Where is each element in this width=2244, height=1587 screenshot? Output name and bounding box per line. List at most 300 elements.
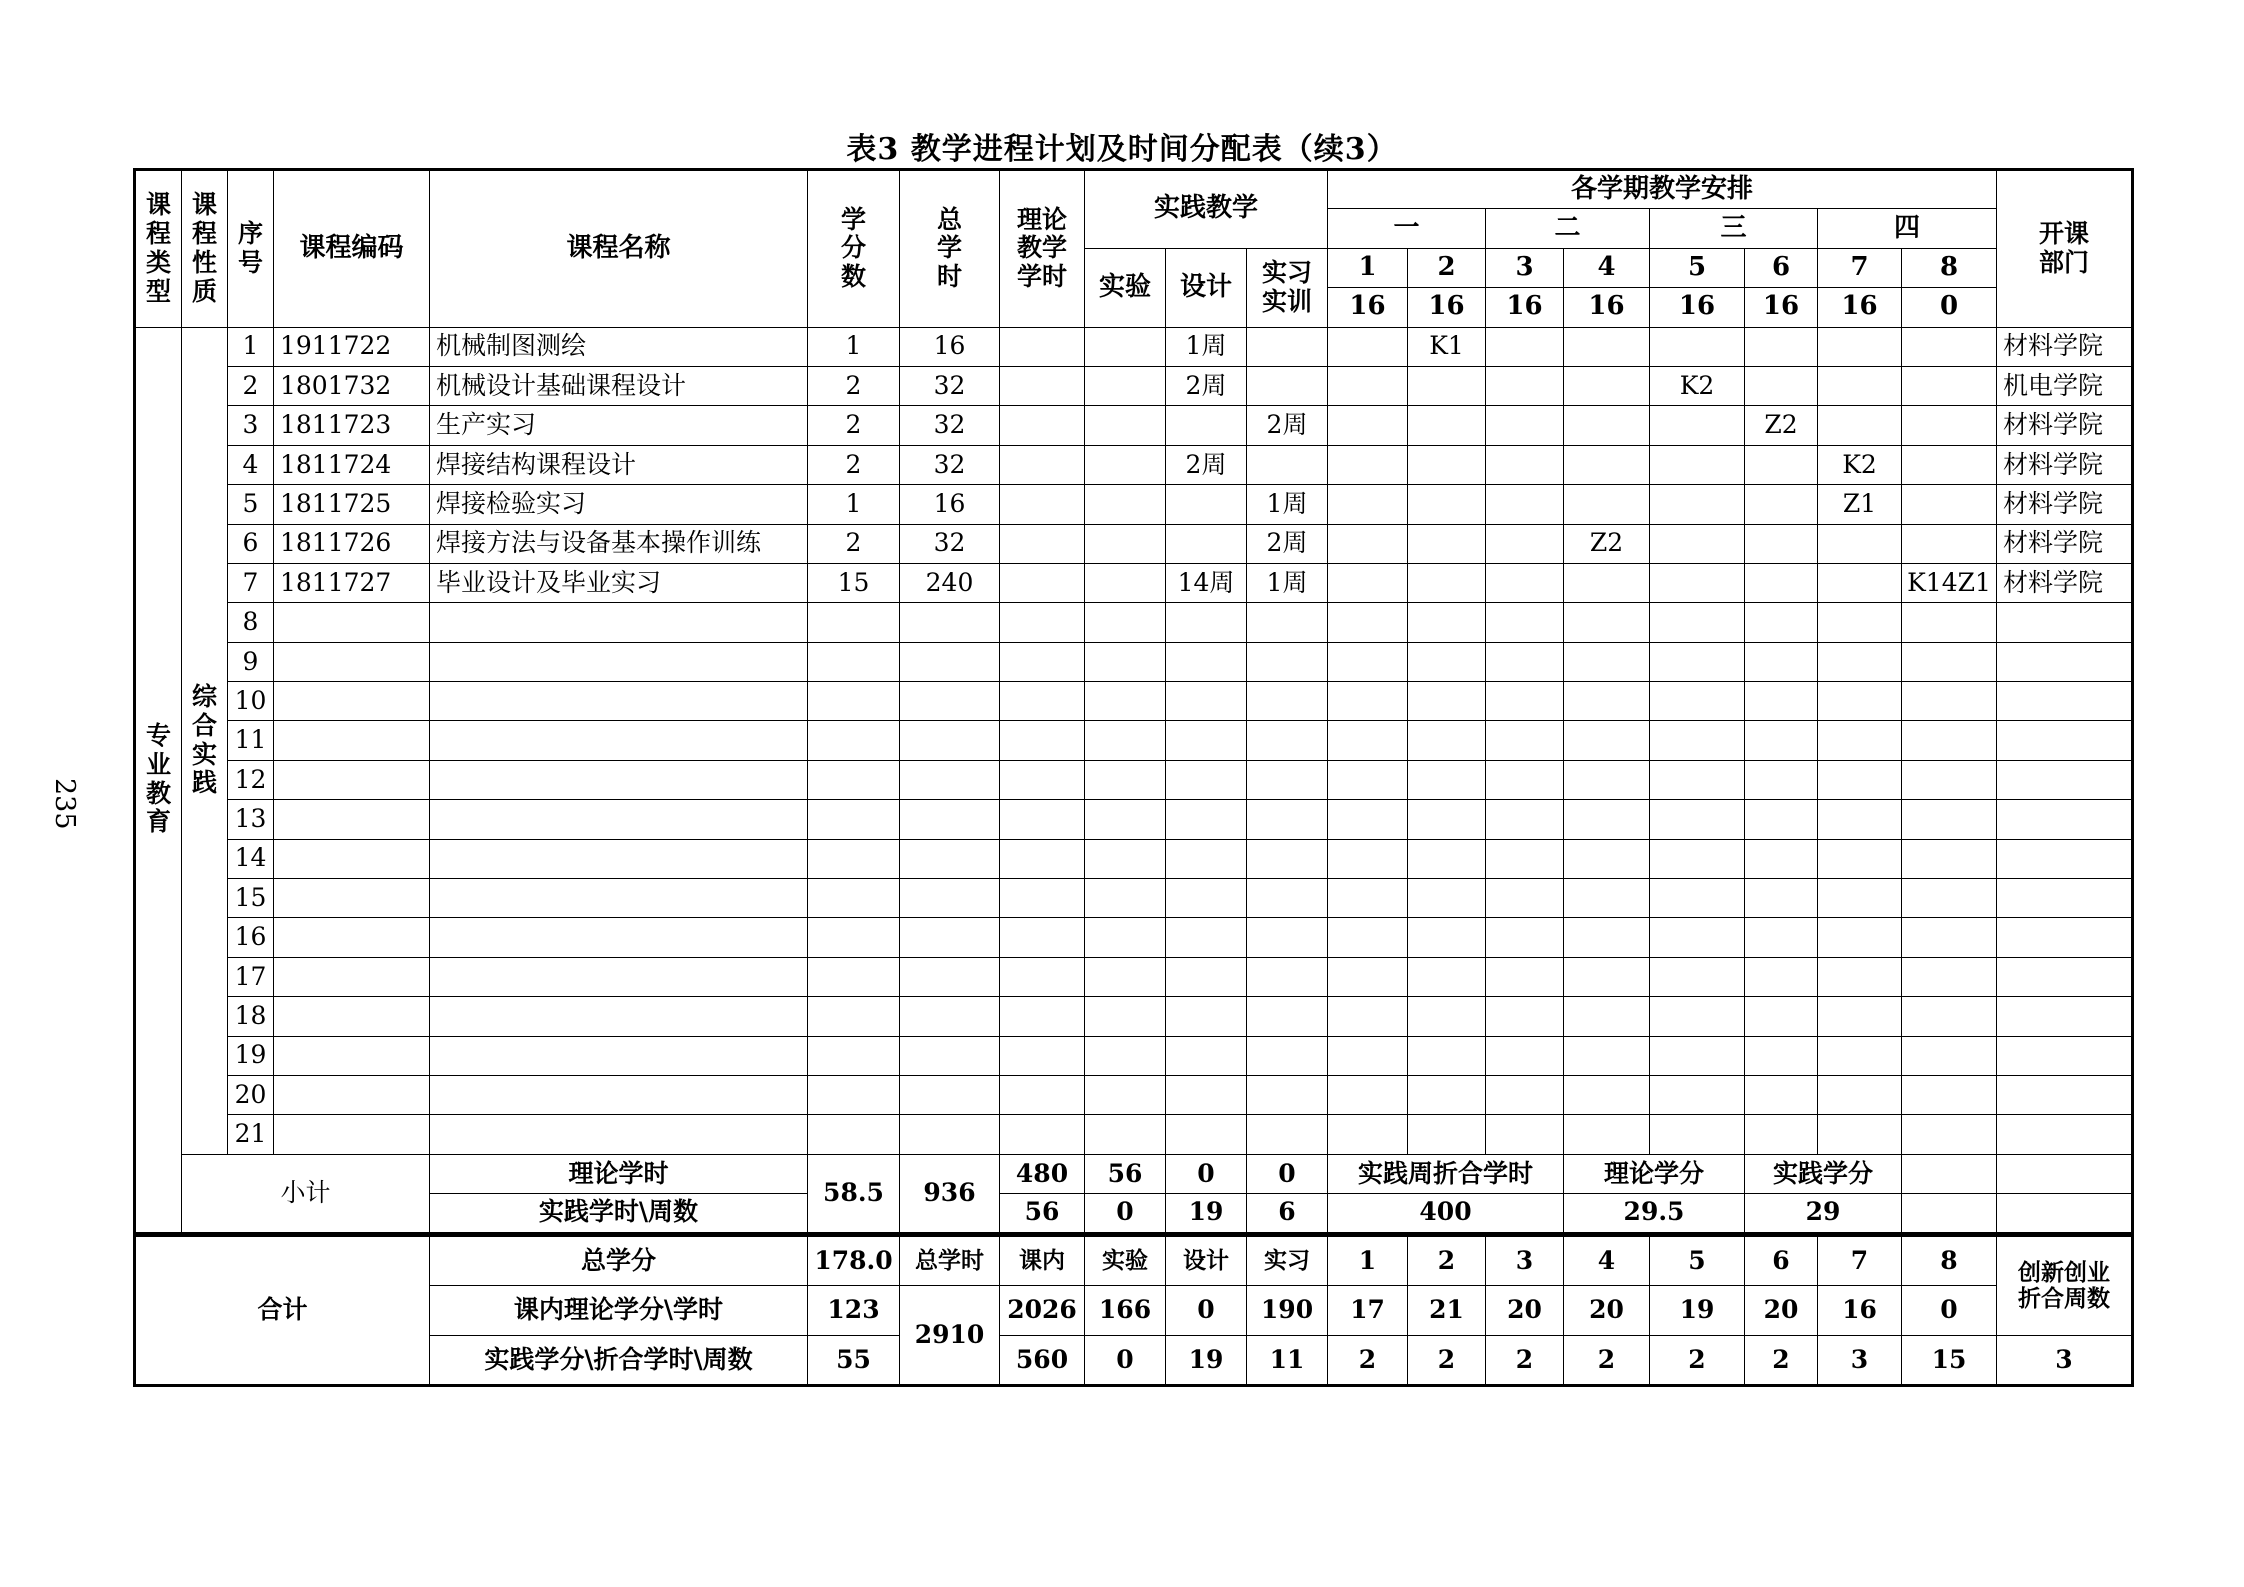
internship-header: 实习实训 [1247, 248, 1328, 327]
subtotal-theory-value: 480 [1000, 1154, 1085, 1193]
course-credits [808, 800, 900, 839]
semester-cell [1818, 1075, 1902, 1114]
semester-cell [1564, 918, 1650, 957]
semester-cell [1328, 997, 1408, 1036]
experiment-cell [1085, 918, 1166, 957]
semester-cell [1328, 603, 1408, 642]
subtotal-practice-label: 实践学时\周数 [430, 1194, 808, 1233]
course-code [274, 603, 430, 642]
design-cell [1166, 721, 1247, 760]
semester-cell [1902, 957, 1997, 996]
department-cell: 机电学院 [1997, 366, 2133, 405]
experiment-header: 实验 [1085, 248, 1166, 327]
semester-cell [1408, 406, 1486, 445]
course-hours [900, 997, 1000, 1036]
semester-cell [1564, 327, 1650, 366]
course-name [430, 721, 808, 760]
table-row [135, 603, 2133, 642]
semester-cell: Z2 [1564, 524, 1650, 563]
subtotal-label: 小计 [182, 1154, 430, 1233]
course-code [274, 721, 430, 760]
semester-cell: Z1 [1818, 485, 1902, 524]
course-credits: 1 [808, 327, 900, 366]
semester-cell [1818, 800, 1902, 839]
course-code [274, 1075, 430, 1114]
subtotal-theory-label: 理论学时 [430, 1154, 808, 1193]
semester-cell [1818, 879, 1902, 918]
seq-cell: 16 [228, 918, 274, 957]
experiment-cell [1085, 682, 1166, 721]
design-cell [1166, 682, 1247, 721]
course-hours [900, 760, 1000, 799]
course-hours: 32 [900, 366, 1000, 405]
semester-cell [1564, 957, 1650, 996]
course-name [430, 642, 808, 681]
course-hours: 32 [900, 406, 1000, 445]
design-cell [1166, 760, 1247, 799]
course-hours: 240 [900, 563, 1000, 602]
semester-cell [1408, 839, 1486, 878]
semester-weeks: 16 [1486, 288, 1564, 327]
internship-practice: 11 [1247, 1336, 1328, 1386]
semester-cell [1650, 1036, 1745, 1075]
course-code [274, 800, 430, 839]
internship-cell [1247, 366, 1328, 405]
semester-cell [1486, 406, 1564, 445]
semester-cell [1650, 918, 1745, 957]
course-credits: 15 [808, 563, 900, 602]
semester-value: 20 [1564, 1286, 1650, 1336]
semester-cell [1564, 1115, 1650, 1154]
semester-cell [1328, 957, 1408, 996]
design-cell [1166, 1075, 1247, 1114]
total-credits-label: 总学分 [430, 1236, 808, 1286]
department-cell: 材料学院 [1997, 327, 2133, 366]
year-1-header: 一 [1328, 209, 1486, 248]
semester-cell [1902, 800, 1997, 839]
theory-hours [1000, 1075, 1085, 1114]
course-credits [808, 879, 900, 918]
semester-cell [1328, 800, 1408, 839]
semester-cell [1486, 721, 1564, 760]
internship-cell [1247, 1075, 1328, 1114]
experiment-cell [1085, 327, 1166, 366]
semester-cell [1650, 1075, 1745, 1114]
semester-practice: 2 [1486, 1336, 1564, 1386]
course-code [274, 997, 430, 1036]
design-cell [1166, 879, 1247, 918]
semester-cell [1408, 682, 1486, 721]
experiment-cell [1085, 406, 1166, 445]
table-row [135, 524, 2133, 563]
design-cell: 2周 [1166, 366, 1247, 405]
internship-cell [1247, 957, 1328, 996]
semester-cell [1408, 879, 1486, 918]
experiment-cell [1085, 563, 1166, 602]
semester-cell [1902, 839, 1997, 878]
semester-value: 19 [1650, 1286, 1745, 1336]
semester-label: 2 [1408, 1236, 1486, 1286]
semester-cell [1818, 682, 1902, 721]
table-row [135, 918, 2133, 957]
internship-cell: 1周 [1247, 485, 1328, 524]
semester-cell [1328, 1115, 1408, 1154]
subtotal-credits: 58.5 [808, 1154, 900, 1233]
table-row [135, 1036, 2133, 1075]
theory-hours [1000, 918, 1085, 957]
semester-cell [1328, 879, 1408, 918]
semester-cell [1486, 1075, 1564, 1114]
semester-value: 21 [1408, 1286, 1486, 1336]
experiment-cell [1085, 839, 1166, 878]
semester-value: 17 [1328, 1286, 1408, 1336]
experiment-cell [1085, 485, 1166, 524]
total-label: 合计 [135, 1236, 430, 1386]
design-cell: 2周 [1166, 445, 1247, 484]
internship-cell [1247, 445, 1328, 484]
department-cell [1997, 760, 2133, 799]
course-name: 机械制图测绘 [430, 327, 808, 366]
department-cell [1997, 1036, 2133, 1075]
semester-cell [1818, 642, 1902, 681]
practice-credits-label: 实践学分\折合学时\周数 [430, 1336, 808, 1386]
semester-cell [1818, 1036, 1902, 1075]
semester-cell [1650, 839, 1745, 878]
course-code [274, 1115, 430, 1154]
internship-cell [1247, 1036, 1328, 1075]
semester-weeks: 16 [1650, 288, 1745, 327]
experiment-cell [1085, 1115, 1166, 1154]
department-header: 开课部门 [1997, 170, 2133, 328]
semester-cell [1328, 642, 1408, 681]
semester-cell [1486, 957, 1564, 996]
course-name [430, 1075, 808, 1114]
seq-header: 序号 [228, 170, 274, 328]
semester-cell [1486, 839, 1564, 878]
course-hours [900, 879, 1000, 918]
in-class-label: 课内 [1000, 1236, 1085, 1286]
semester-cell [1408, 524, 1486, 563]
subtotal-practice-value: 19 [1166, 1194, 1247, 1233]
department-cell: 材料学院 [1997, 485, 2133, 524]
semester-cell [1745, 366, 1818, 405]
semester-header: 4 [1564, 248, 1650, 287]
semester-cell [1486, 760, 1564, 799]
course-name [430, 997, 808, 1036]
semester-label: 1 [1328, 1236, 1408, 1286]
semester-cell [1486, 603, 1564, 642]
table-row [135, 721, 2133, 760]
semester-cell [1328, 918, 1408, 957]
semester-cell [1328, 1036, 1408, 1075]
course-hours [900, 839, 1000, 878]
seq-cell: 14 [228, 839, 274, 878]
semester-cell [1650, 957, 1745, 996]
design-cell [1166, 957, 1247, 996]
theory-hours [1000, 760, 1085, 799]
semester-cell [1650, 721, 1745, 760]
semester-cell [1408, 642, 1486, 681]
semester-label: 6 [1745, 1236, 1818, 1286]
semester-cell: K1 [1408, 327, 1486, 366]
experiment-cell [1085, 1075, 1166, 1114]
department-cell [1997, 603, 2133, 642]
department-cell [1997, 800, 2133, 839]
table-row [135, 1115, 2133, 1154]
semester-cell [1650, 642, 1745, 681]
semester-cell [1818, 1115, 1902, 1154]
semester-cell [1902, 445, 1997, 484]
course-credits [808, 997, 900, 1036]
innovation-weeks-label: 创新创业折合周数 [1997, 1236, 2133, 1336]
department-cell: 材料学院 [1997, 445, 2133, 484]
course-hours [900, 800, 1000, 839]
internship-cell [1247, 1115, 1328, 1154]
semester-cell [1486, 366, 1564, 405]
semester-cell [1328, 524, 1408, 563]
semester-cell [1564, 760, 1650, 799]
seq-cell: 20 [228, 1075, 274, 1114]
semester-cell [1650, 682, 1745, 721]
department-cell [1997, 839, 2133, 878]
department-cell: 材料学院 [1997, 406, 2133, 445]
semester-header: 7 [1818, 248, 1902, 287]
internship-cell [1247, 721, 1328, 760]
semester-cell [1486, 524, 1564, 563]
semester-cell [1650, 485, 1745, 524]
course-name: 焊接检验实习 [430, 485, 808, 524]
department-cell: 材料学院 [1997, 563, 2133, 602]
semester-cell [1818, 603, 1902, 642]
semester-cell [1408, 760, 1486, 799]
table-row [135, 800, 2133, 839]
design-cell [1166, 1115, 1247, 1154]
theory-hours [1000, 721, 1085, 760]
experiment-cell [1085, 997, 1166, 1036]
total-credits-value: 178.0 [808, 1236, 900, 1286]
subtotal-theory-value: 0 [1247, 1154, 1328, 1193]
table-row [135, 366, 2133, 405]
total-hours-label: 总学时 [900, 1236, 1000, 1286]
theory-credit-value: 29.5 [1564, 1194, 1745, 1233]
semester-cell [1328, 406, 1408, 445]
week-conversion-label: 实践周折合学时 [1328, 1154, 1564, 1193]
semester-cell: Z2 [1745, 406, 1818, 445]
internship-cell [1247, 918, 1328, 957]
semester-header: 5 [1650, 248, 1745, 287]
course-code [274, 879, 430, 918]
semester-cell [1745, 918, 1818, 957]
semester-cell [1818, 957, 1902, 996]
theory-credit-label: 理论学分 [1564, 1154, 1745, 1193]
semester-cell [1745, 879, 1818, 918]
semester-label: 3 [1486, 1236, 1564, 1286]
course-code [274, 682, 430, 721]
theory-hours [1000, 366, 1085, 405]
seq-cell: 19 [228, 1036, 274, 1075]
course-name [430, 603, 808, 642]
practice-credits-value: 55 [808, 1336, 900, 1386]
table-row [135, 760, 2133, 799]
course-hours [900, 721, 1000, 760]
totals-table [133, 1234, 2134, 1387]
course-credits: 1 [808, 485, 900, 524]
semester-cell [1328, 682, 1408, 721]
design-cell [1166, 839, 1247, 878]
department-cell [1997, 918, 2133, 957]
course-code [274, 839, 430, 878]
semester-cell [1818, 997, 1902, 1036]
practice-header: 实践教学 [1085, 170, 1328, 249]
semester-cell [1408, 485, 1486, 524]
internship-cell: 2周 [1247, 524, 1328, 563]
table-row [135, 879, 2133, 918]
code-header: 课程编码 [274, 170, 430, 328]
course-code: 1811725 [274, 485, 430, 524]
blank-cell [1997, 1154, 2133, 1193]
semester-cell [1745, 485, 1818, 524]
semester-cell [1408, 366, 1486, 405]
theory-hours [1000, 406, 1085, 445]
course-credits [808, 1036, 900, 1075]
semester-cell [1408, 721, 1486, 760]
course-name [430, 839, 808, 878]
course-code: 1811727 [274, 563, 430, 602]
department-cell [1997, 682, 2133, 721]
semester-practice: 2 [1745, 1336, 1818, 1386]
course-code [274, 642, 430, 681]
department-cell [1997, 957, 2133, 996]
semester-cell [1328, 839, 1408, 878]
semester-cell [1745, 800, 1818, 839]
course-code: 1911722 [274, 327, 430, 366]
table-row [135, 997, 2133, 1036]
semester-cell [1745, 1075, 1818, 1114]
semester-cell [1818, 366, 1902, 405]
course-code: 1811724 [274, 445, 430, 484]
course-hours [900, 603, 1000, 642]
semester-cell [1745, 642, 1818, 681]
semester-header: 2 [1408, 248, 1486, 287]
design-cell: 14周 [1166, 563, 1247, 602]
in-class-hours: 2026 [1000, 1286, 1085, 1336]
course-credits [808, 839, 900, 878]
seq-cell: 17 [228, 957, 274, 996]
design-cell: 1周 [1166, 327, 1247, 366]
internship-cell [1247, 642, 1328, 681]
semester-cell [1745, 839, 1818, 878]
semester-cell [1486, 642, 1564, 681]
semester-cell [1818, 918, 1902, 957]
innovation-weeks-value: 3 [1997, 1336, 2133, 1386]
semester-cell [1408, 445, 1486, 484]
semester-cell [1745, 721, 1818, 760]
semester-header: 8 [1902, 248, 1997, 287]
semester-cell [1818, 760, 1902, 799]
experiment-hours: 166 [1085, 1286, 1166, 1336]
semester-cell [1818, 563, 1902, 602]
seq-cell: 8 [228, 603, 274, 642]
theory-hours [1000, 997, 1085, 1036]
course-credits [808, 918, 900, 957]
course-credits [808, 957, 900, 996]
semester-cell [1564, 485, 1650, 524]
design-cell [1166, 485, 1247, 524]
semester-cell [1902, 524, 1997, 563]
seq-cell: 18 [228, 997, 274, 1036]
experiment-cell [1085, 1036, 1166, 1075]
semester-cell [1564, 682, 1650, 721]
course-credits [808, 642, 900, 681]
theory-hours [1000, 327, 1085, 366]
semester-cell [1408, 957, 1486, 996]
practice-credit-value: 29 [1745, 1194, 1902, 1233]
seq-cell: 15 [228, 879, 274, 918]
table-title: 表3 教学进程计划及时间分配表（续3） [846, 132, 1398, 167]
internship-cell [1247, 800, 1328, 839]
semester-cell [1902, 1115, 1997, 1154]
design-header: 设计 [1166, 248, 1247, 327]
design-hours: 0 [1166, 1286, 1247, 1336]
semester-cell [1328, 366, 1408, 405]
theory-hours [1000, 485, 1085, 524]
semester-weeks: 16 [1408, 288, 1486, 327]
semester-cell [1486, 1115, 1564, 1154]
theory-credits-label: 课内理论学分\学时 [430, 1286, 808, 1336]
course-name: 生产实习 [430, 406, 808, 445]
seq-cell: 2 [228, 366, 274, 405]
semester-cell [1486, 327, 1564, 366]
semester-cell [1745, 445, 1818, 484]
semester-cell [1650, 603, 1745, 642]
semester-label: 8 [1902, 1236, 1997, 1286]
semester-cell [1902, 682, 1997, 721]
semester-cell [1745, 1036, 1818, 1075]
course-name: 焊接结构课程设计 [430, 445, 808, 484]
course-code [274, 760, 430, 799]
seq-cell: 4 [228, 445, 274, 484]
course-name [430, 957, 808, 996]
course-name: 毕业设计及毕业实习 [430, 563, 808, 602]
course-credits: 2 [808, 406, 900, 445]
table-row [135, 406, 2133, 445]
internship-cell: 2周 [1247, 406, 1328, 445]
design-practice: 19 [1166, 1336, 1247, 1386]
experiment-cell [1085, 524, 1166, 563]
design-cell [1166, 800, 1247, 839]
course-hours [900, 1115, 1000, 1154]
table-row [135, 327, 2133, 366]
internship-hours: 190 [1247, 1286, 1328, 1336]
semester-cell [1328, 445, 1408, 484]
department-cell [1997, 721, 2133, 760]
semester-cell [1745, 760, 1818, 799]
department-cell [1997, 879, 2133, 918]
experiment-cell [1085, 800, 1166, 839]
semester-value: 16 [1818, 1286, 1902, 1336]
semester-cell [1408, 918, 1486, 957]
semester-practice: 2 [1328, 1336, 1408, 1386]
course-hours: 16 [900, 485, 1000, 524]
semester-cell [1486, 682, 1564, 721]
course-credits [808, 1115, 900, 1154]
theory-hours [1000, 682, 1085, 721]
seq-cell: 9 [228, 642, 274, 681]
semester-cell [1564, 563, 1650, 602]
semester-practice: 2 [1650, 1336, 1745, 1386]
semester-cell [1650, 327, 1745, 366]
practice-credit-label: 实践学分 [1745, 1154, 1902, 1193]
